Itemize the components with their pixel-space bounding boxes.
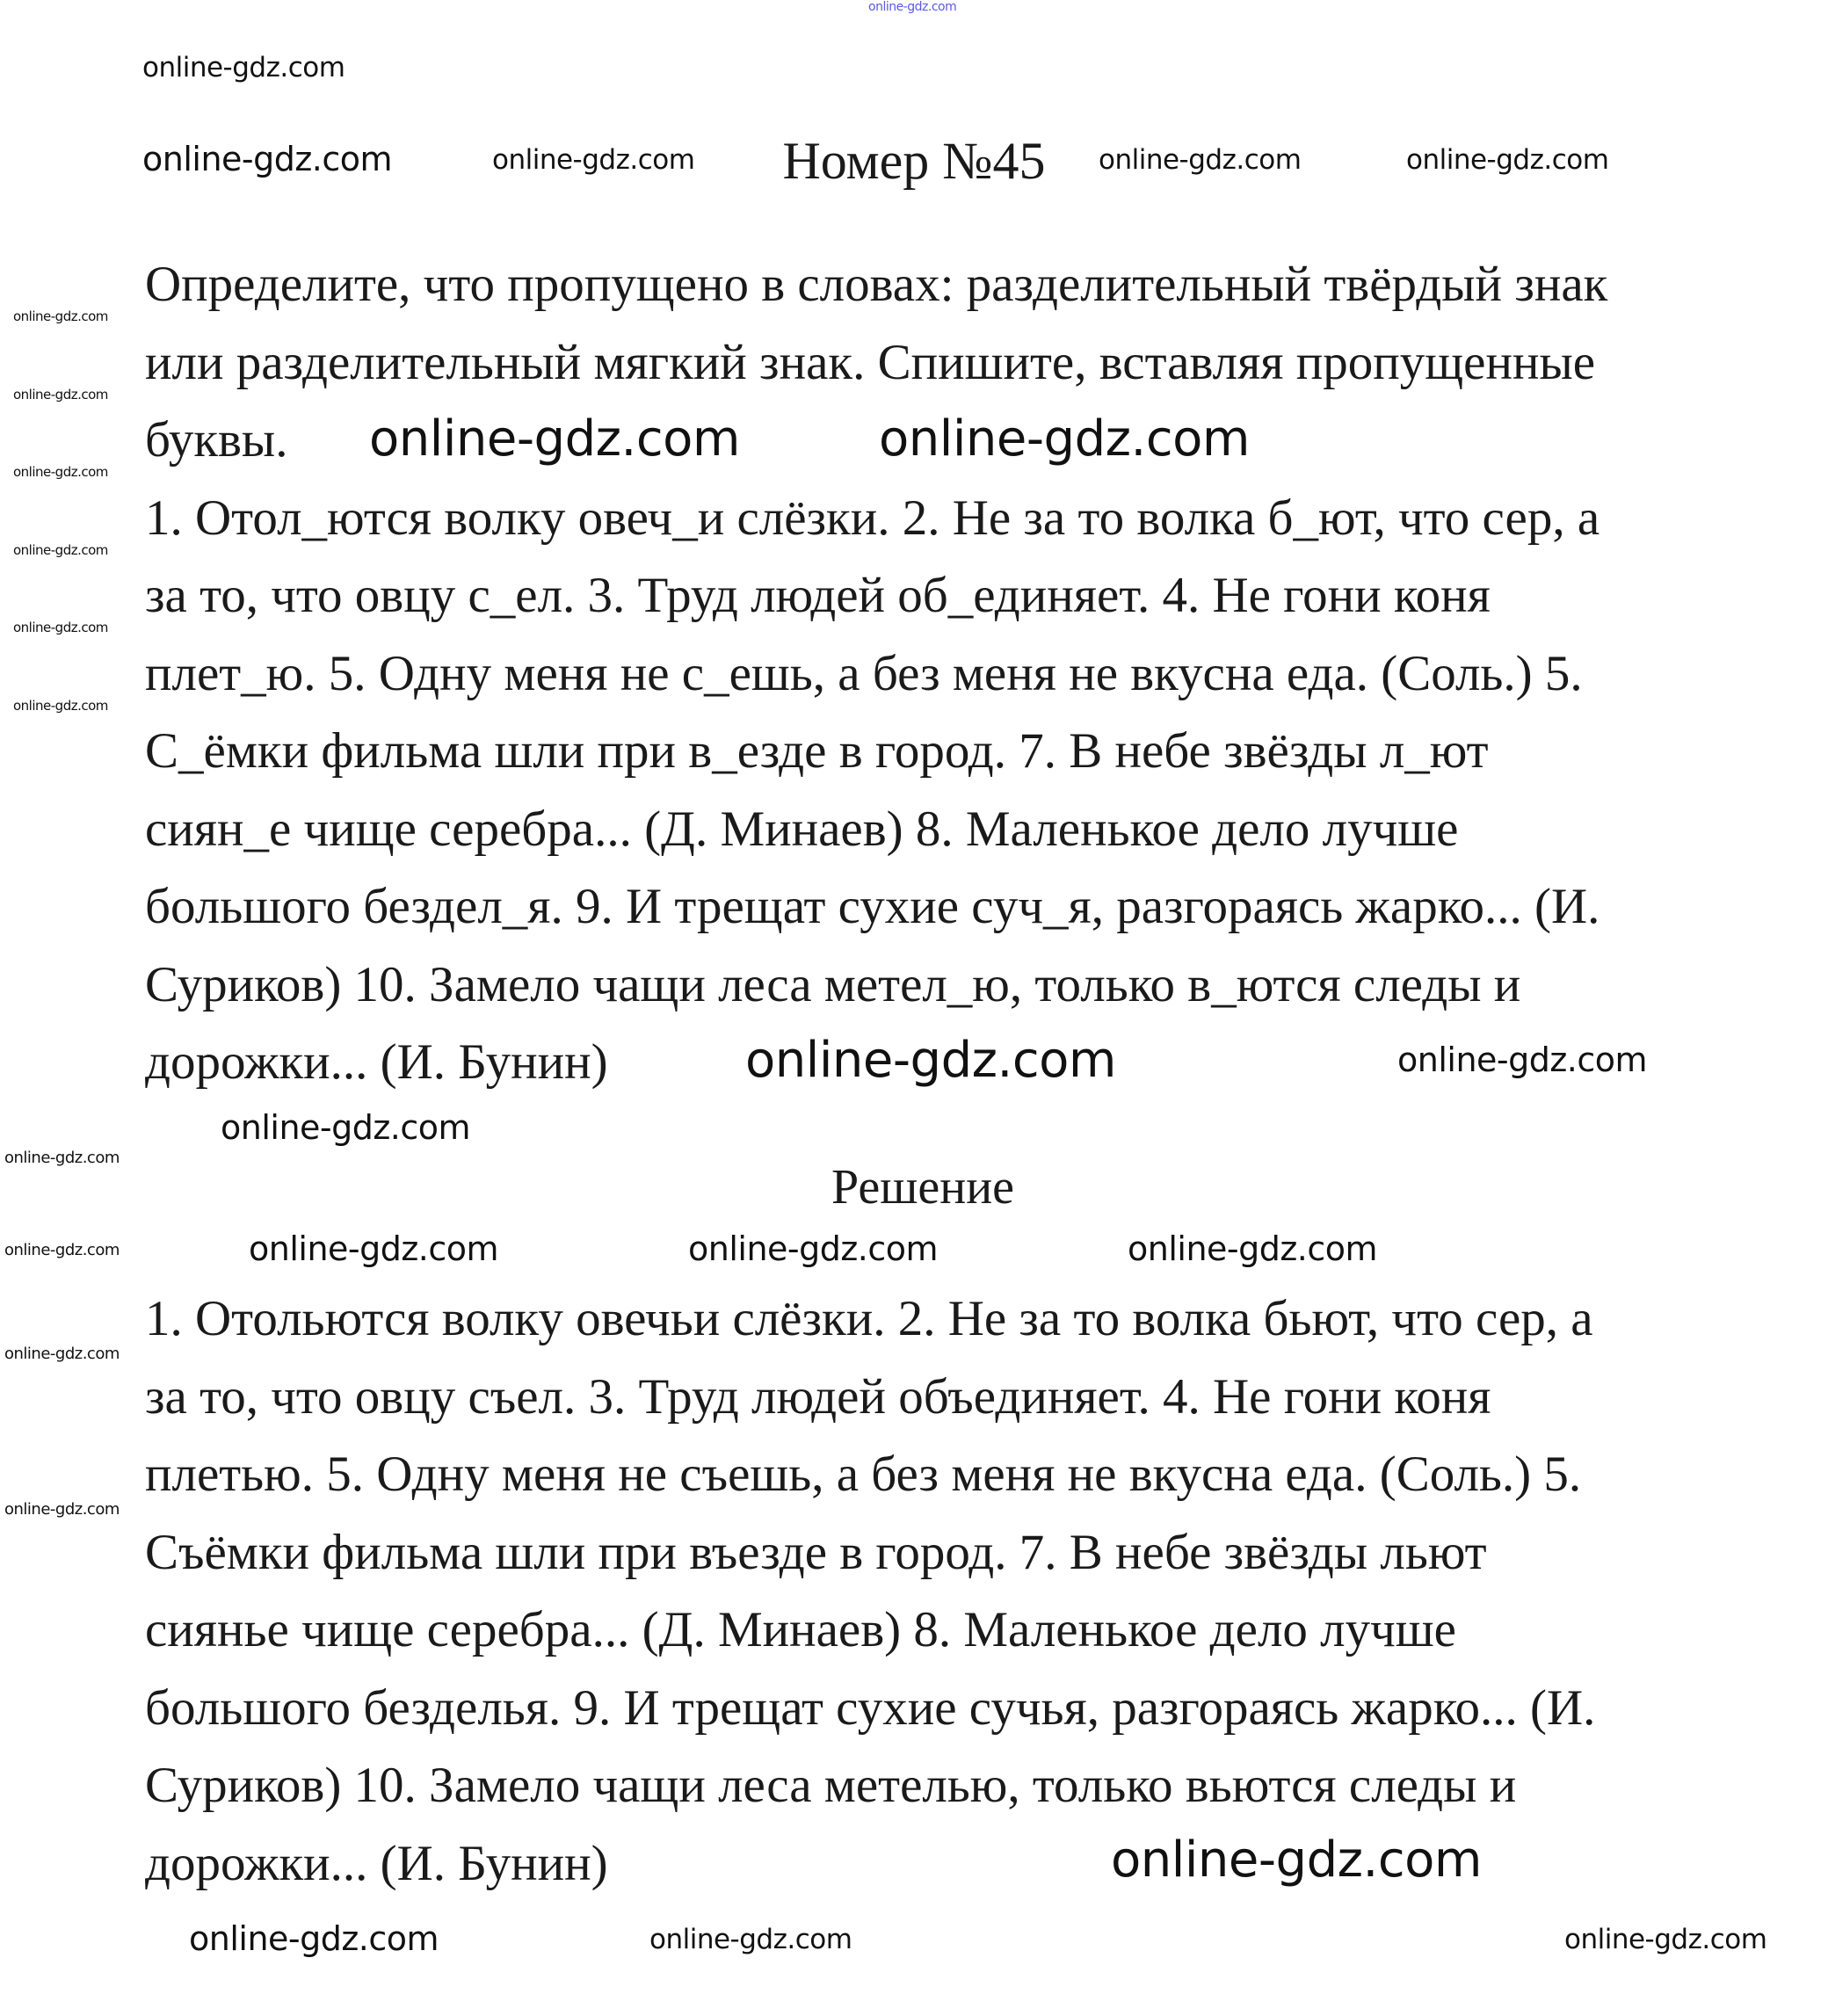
task-line: дорожки... (И. Бунин) <box>145 1034 608 1090</box>
watermark: online-gdz.com <box>879 410 1250 468</box>
task-line: 1. Отол_ются волку овеч_и слёзки. 2. Не за то волка б_ют, что сер, а <box>145 489 1600 546</box>
task-line: сиян_е чище серебра... (Д. Минаев) 8. Маленькое дело лучше <box>145 801 1459 857</box>
watermark: online-gdz.com <box>4 1500 120 1519</box>
watermark: online-gdz.com <box>369 410 740 468</box>
task-line: за то, что овцу с_ел. 3. Труд людей об_единяет. 4. Не гони коня <box>145 568 1491 623</box>
watermark: online-gdz.com <box>649 1924 852 1955</box>
solution-line: большого безделья. 9. И трещат сухие сучья, разгораясь жарко... (И. <box>145 1679 1596 1736</box>
solution-text <box>145 1280 1595 1903</box>
watermark: online-gdz.com <box>1099 144 1302 176</box>
task-text <box>145 246 1607 1102</box>
task-line: Суриков) 10. Замело чащи леса метел_ю, только в_ются следы и <box>145 956 1521 1012</box>
watermark: online-gdz.com <box>1111 1831 1482 1889</box>
solution-line: за то, что овцу съел. 3. Труд людей объединяет. 4. Не гони коня <box>145 1368 1491 1425</box>
task-line: большого бездел_я. 9. И трещат сухие суч_я, разгораясь жарко... (И. <box>145 879 1600 934</box>
watermark: online-gdz.com <box>1397 1041 1648 1079</box>
watermark: online-gdz.com <box>1564 1924 1767 1955</box>
watermark: online-gdz.com <box>1406 144 1609 176</box>
solution-line: плетью. 5. Одну меня не съешь, а без меня не вкусна еда. (Соль.) 5. <box>145 1447 1582 1502</box>
solution-line: 1. Отольются волку овечьи слёзки. 2. Не за то волка бьют, что сер, а <box>145 1291 1593 1346</box>
solution-line: Съёмки фильма шли при въезде в город. 7. В небе звёзды льют <box>145 1524 1487 1580</box>
task-line: или разделительный мягкий знак. Спишите, вставляя пропущенные <box>145 334 1596 390</box>
watermark: online-gdz.com <box>13 464 108 480</box>
watermark: online-gdz.com <box>13 308 108 324</box>
task-line: С_ёмки фильма шли при в_езде в город. 7. В небе звёзды л_ют <box>145 723 1489 779</box>
watermark: online-gdz.com <box>492 144 695 176</box>
watermark: online-gdz.com <box>13 698 108 714</box>
watermark: online-gdz.com <box>249 1229 499 1268</box>
watermark: online-gdz.com <box>221 1108 471 1147</box>
page-title: Номер №45 <box>782 132 1046 190</box>
watermark: online-gdz.com <box>4 1149 120 1167</box>
task-line: Определите, что пропущено в словах: разделительный твёрдый знак <box>145 257 1608 312</box>
watermark: online-gdz.com <box>868 0 957 14</box>
solution-line: Суриков) 10. Замело чащи леса метелью, только вьются следы и <box>145 1758 1517 1813</box>
watermark: online-gdz.com <box>1128 1229 1378 1268</box>
solution-line: дорожки... (И. Бунин) <box>145 1835 608 1891</box>
solution-line: сиянье чище серебра... (Д. Минаев) 8. Маленькое дело лучше <box>145 1602 1456 1657</box>
watermark: online-gdz.com <box>13 542 108 558</box>
watermark: online-gdz.com <box>745 1032 1116 1089</box>
watermark: online-gdz.com <box>4 1241 120 1259</box>
watermark: online-gdz.com <box>13 620 108 635</box>
solution-heading: Решение <box>831 1160 1015 1215</box>
watermark: online-gdz.com <box>688 1229 939 1268</box>
watermark: online-gdz.com <box>13 387 108 402</box>
task-line: буквы. <box>145 412 288 468</box>
watermark: online-gdz.com <box>142 140 393 178</box>
watermark: online-gdz.com <box>4 1345 120 1363</box>
task-line: плет_ю. 5. Одну меня не с_ешь, а без меня не вкусна еда. (Соль.) 5. <box>145 645 1583 701</box>
watermark: online-gdz.com <box>189 1919 439 1958</box>
watermark: online-gdz.com <box>142 52 345 83</box>
